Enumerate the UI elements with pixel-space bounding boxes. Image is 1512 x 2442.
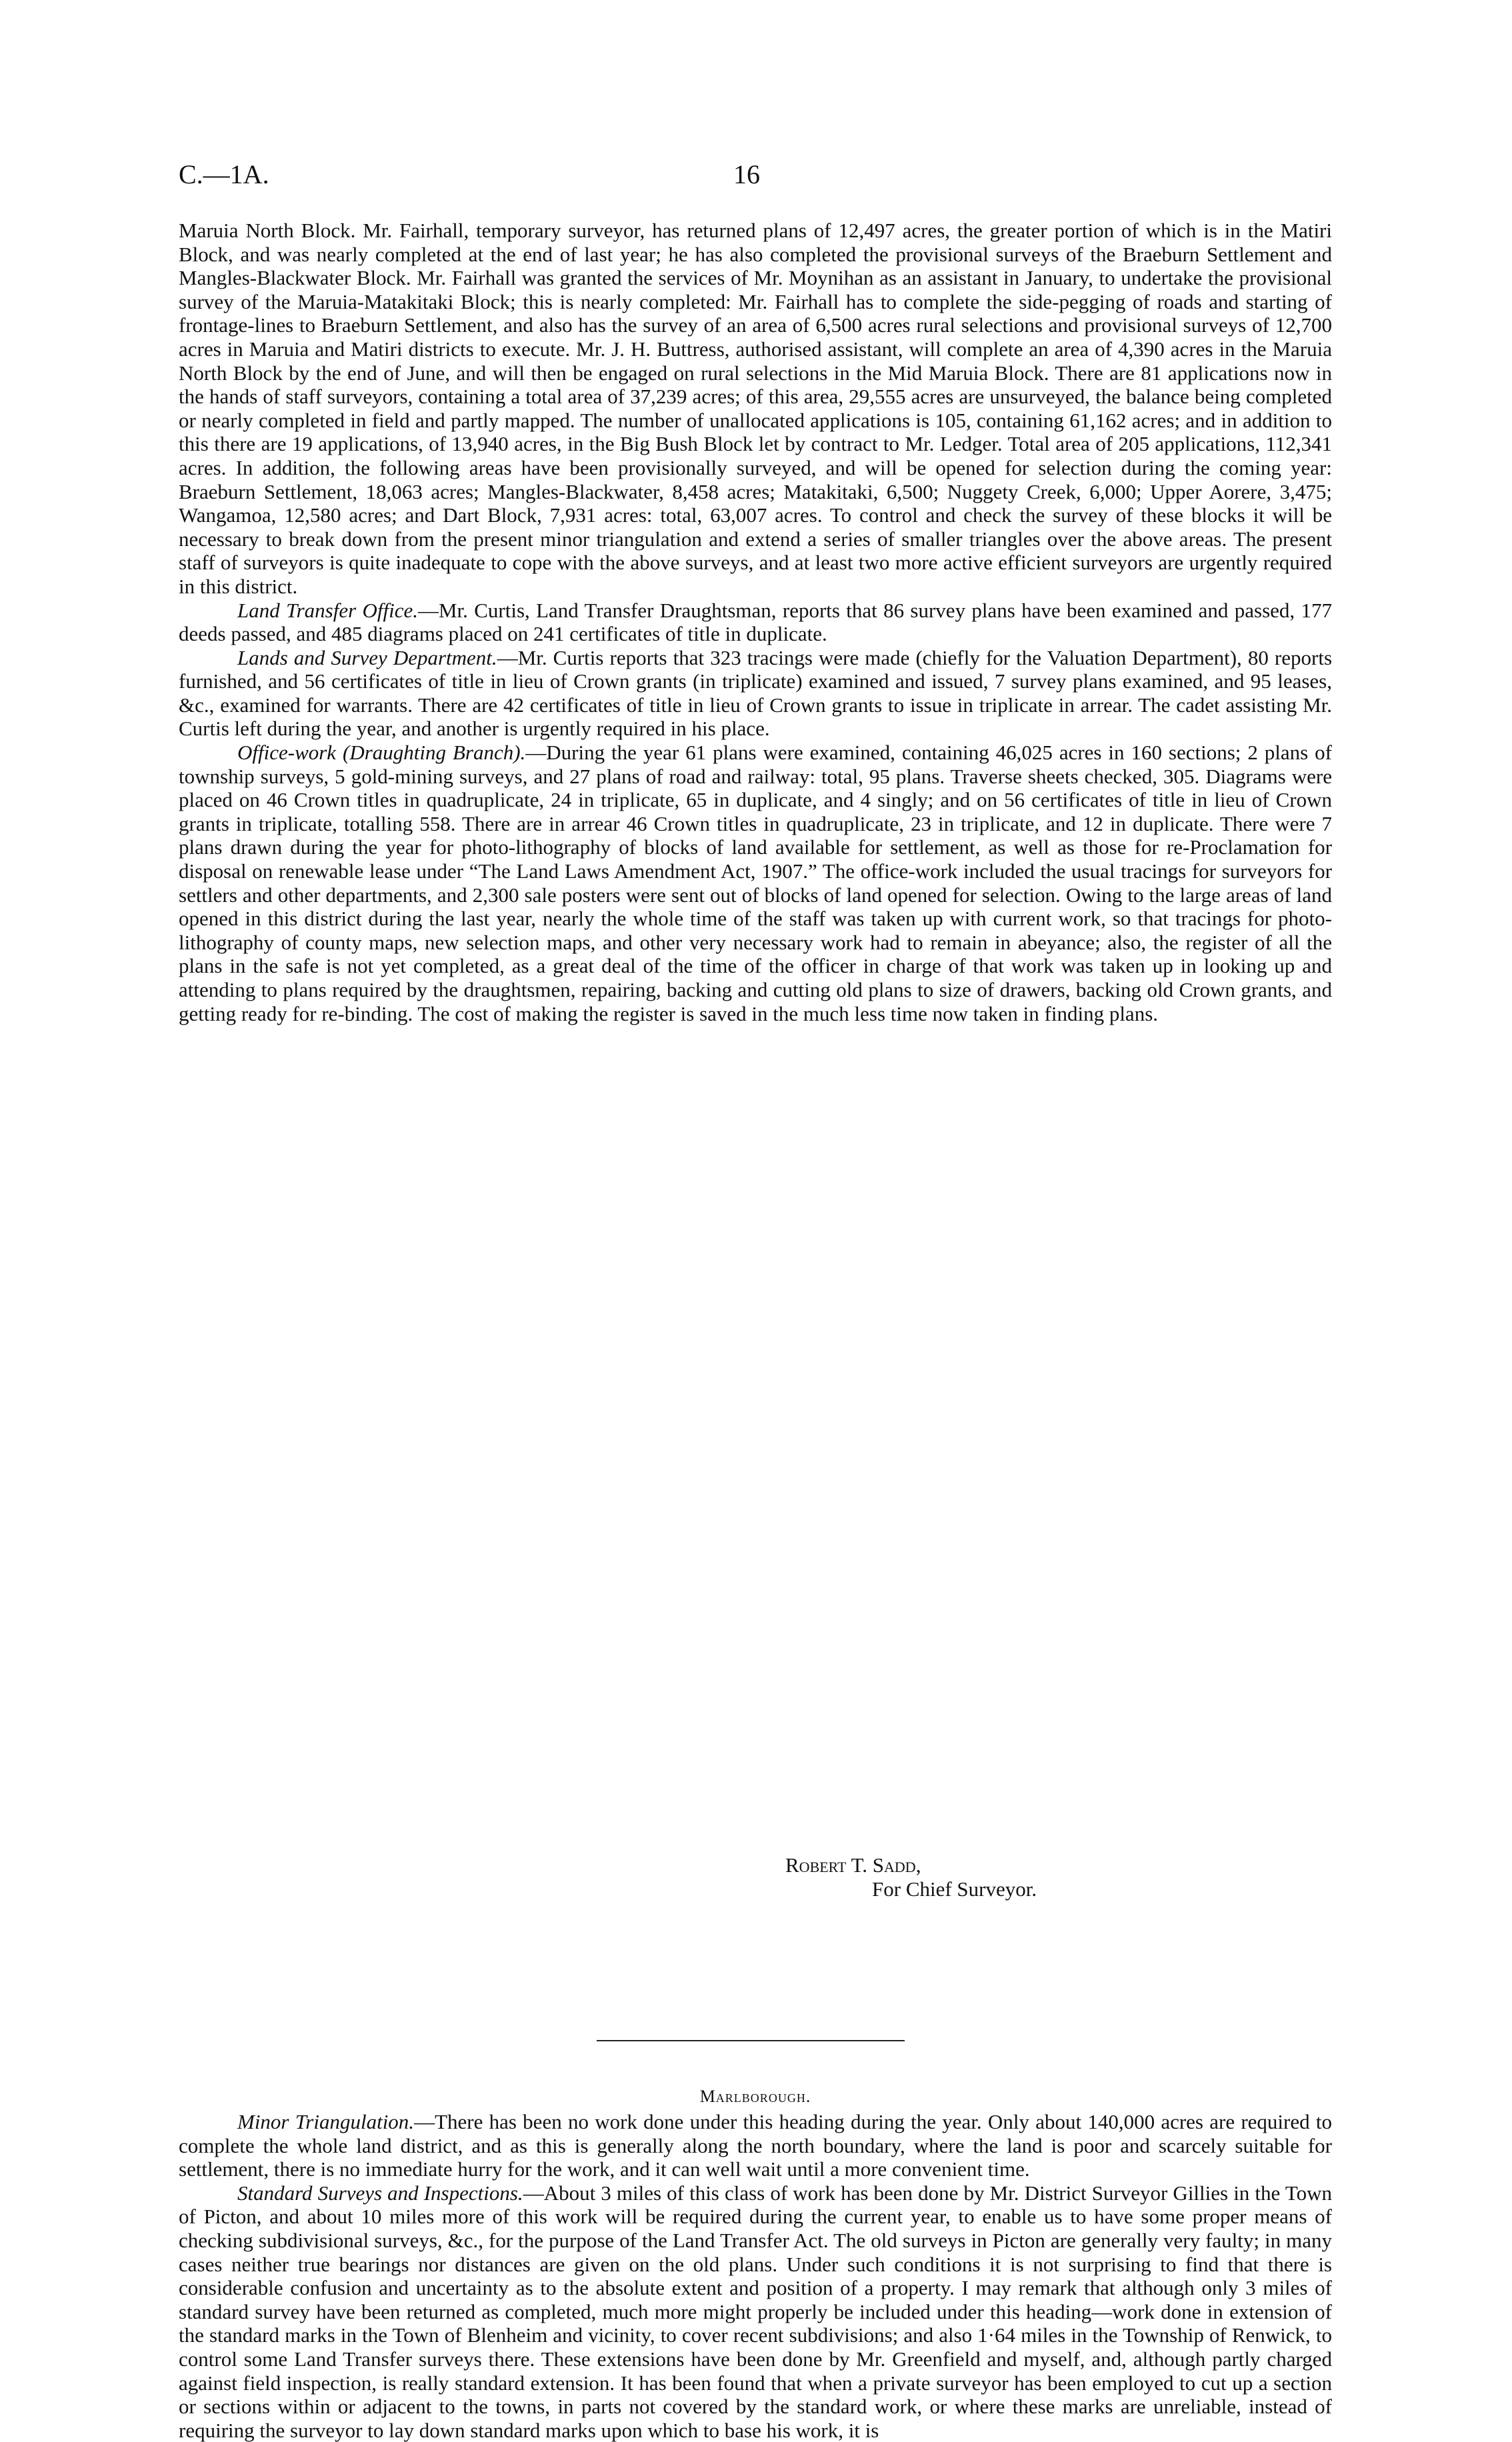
paragraph-text: —There has been no work done under this heading during the year. Only about 140,000 acres are required to complete the whole land district, and as this is generally along the north boundary, where the land is poor and scarcely suitable for settlement, there is no immediate hurry for the work, and it can well wait until a more convenient time. (179, 2110, 1332, 2181)
signature-block (785, 1853, 1037, 1901)
paragraph-text: —About 3 miles of this class of work has been done by Mr. District Surveyor Gillies in the Town of Picton, and about 10 miles more of this work will be required during the current year, to enable us to have some proper means of checking subdivisional surveys, &c., for the purpose of the Land Transfer Act. The old surveys in Picton are generally very faulty; in many cases neither true bearings nor distances are given on the old plans. Under such conditions it is not surprising to find that there is considerable confusion and uncertainty as to the absolute extent and position of a property. I may remark that although only 3 miles of standard survey have been returned as completed, much more might properly be included under this heading—work done in extension of the standard marks in the Town of Blenheim and vicinity, to cover recent subdivisions; and also 1·64 miles in the Township of Renwick, to control some Land Transfer surveys there. These extensions have been done by Mr. Greenfield and myself, and, although partly charged against field inspection, is really standard extension. It has been found that when a private surveyor has been employed to cut up a section or sections within or adjacent to the towns, in parts not covered by the standard work, or where these marks are unreliable, instead of requiring the surveyor to lay down standard marks upon which to base his work, it is (179, 2181, 1332, 2442)
paragraph-standard-surveys (179, 2181, 1332, 2442)
paragraph-minor-triangulation (179, 2110, 1332, 2181)
section-divider (597, 2040, 905, 2041)
paragraph-lead: Office-work (Draughting Branch). (237, 741, 526, 765)
paragraph-text: —Mr. Curtis, Land Transfer Draughtsman, reports that 86 survey plans have been examined and passed, 177 deeds passed, and 485 diagrams placed on 241 certificates of title in duplicate. (179, 598, 1332, 646)
paragraph-lead: Standard Surveys and Inspections. (237, 2181, 523, 2205)
paragraph-text: Maruia North Block. Mr. Fairhall, temporary surveyor, has returned plans of 12,497 acres, the greater portion of which is in the Matiri Block, and was nearly completed at the end of last year; he has also completed the provisional surveys of the Braeburn Settlement and Mangles-Blackwater Block. Mr. Fairhall was granted the services of Mr. Moynihan as an assistant in January, to undertake the provisional survey of the Maruia-Matakitaki Block; this is nearly completed: Mr. Fairhall has to complete the side-pegging of roads and starting of frontage-lines to Braeburn Settlement, and also has the survey of an area of 6,500 acres rural selections and provisional surveys of 12,700 acres in Maruia and Matiri districts to execute. Mr. J. H. Buttress, authorised assistant, will complete an area of 4,390 acres in the Maruia North Block by the end of June, and will then be engaged on rural selections in the Mid Maruia Block. There are 81 applications now in the hands of staff surveyors, containing a total area of 37,239 acres; of this area, 29,555 acres are unsurveyed, the balance being completed or nearly completed in field and partly mapped. The number of unallocated applications is 105, containing 61,162 acres; and in addition to this there are 19 applications, of 13,940 acres, in the Big Bush Block let by contract to Mr. Ledger. Total area of 205 applications, 112,341 acres. In addition, the following areas have been provisionally surveyed, and will be opened for selection during the coming year: Braeburn Settlement, 18,063 acres; Mangles-Blackwater, 8,458 acres; Matakitaki, 6,500; Nuggety Creek, 6,000; Upper Aorere, 3,475; Wangamoa, 12,580 acres; and Dart Block, 7,931 acres: total, 63,007 acres. To control and check the survey of these blocks it will be necessary to break down from the present minor triangulation and extend a series of smaller triangles over the above areas. The present staff of surveyors is quite inadequate to cope with the above surveys, and at least two more active efficient surveyors are urgently required in this district. (179, 219, 1332, 598)
paragraph-lands-survey-department (179, 646, 1332, 741)
marlborough-section (179, 2110, 1332, 2442)
signatory-title: For Chief Surveyor. (872, 1877, 1037, 1901)
page-number: 16 (733, 159, 760, 189)
paragraph-office-work (179, 741, 1332, 1025)
document-reference: C.—1A. (179, 159, 269, 189)
paragraph-land-transfer-office (179, 599, 1332, 646)
report-body (179, 219, 1332, 1025)
signatory-name: Robert T. Sadd, (785, 1853, 921, 1877)
paragraph-lead: Lands and Survey Department. (237, 645, 497, 669)
paragraph-text: —During the year 61 plans were examined, containing 46,025 acres in 160 sections; 2 plans of township surveys, 5 gold-mining surveys, and 27 plans of road and railway: total, 95 plans. Traverse sheets checked, 305. Diagrams were placed on 46 Crown titles in quadruplicate, 24 in triplicate, 65 in duplicate, and 4 singly; and on 56 certificates of title in lieu of Crown grants in triplicate, totalling 558. There are in arrear 46 Crown titles in quadruplicate, 23 in triplicate, and 12 in duplicate. There were 7 plans drawn during the year for photo-lithography of blocks of land available for settlement, as well as those for re-Proclamation for disposal on renewable lease under “The Land Laws Amendment Act, 1907.” The office-work included the usual tracings for surveyors for settlers and other departments, and 2,300 sale posters were sent out of blocks of land opened for selection. Owing to the large areas of land opened in this district during the last year, nearly the whole time of the staff was taken up with current work, so that tracings for photo-lithography of county maps, new selection maps, and other very necessary work had to remain in abeyance; also, the register of all the plans in the safe is not yet completed, as a great deal of the time of the officer in charge of that work was taken up in looking up and attending to plans required by the draughtsmen, repairing, backing and cutting old plans to size of drawers, backing old Crown grants, and getting ready for re-binding. The cost of making the register is saved in the much less time now taken in finding plans. (179, 741, 1332, 1025)
page-header (179, 159, 1331, 199)
paragraph-text: —Mr. Curtis reports that 323 tracings were made (chiefly for the Valuation Department), 80 reports furnished, and 56 certificates of title in lieu of Crown grants (in triplicate) examined and issued, 7 survey plans examined, and 95 leases, &c., examined for warrants. There are 42 certificates of title in lieu of Crown grants to issue in triplicate in arrear. The cadet assisting Mr. Curtis left during the year, and another is urgently required in his place. (179, 645, 1333, 741)
paragraph-lead: Minor Triangulation. (237, 2110, 415, 2133)
section-heading: Marlborough. (699, 2087, 811, 2106)
paragraph-maruia (179, 219, 1332, 599)
paragraph-lead: Land Transfer Office. (237, 598, 418, 622)
